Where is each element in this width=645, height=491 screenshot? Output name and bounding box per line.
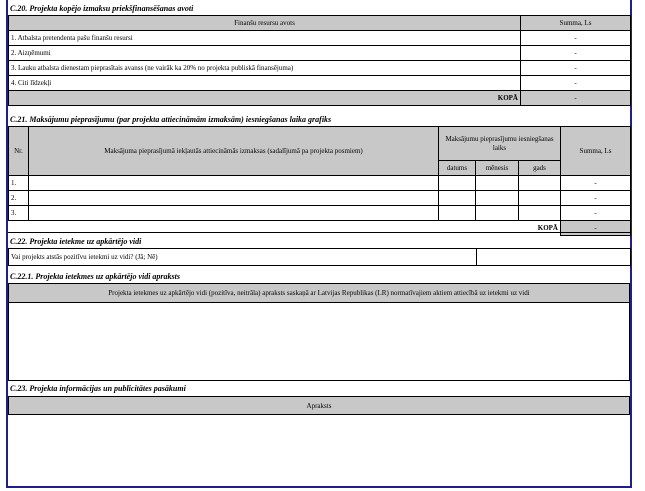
form-frame — [6, 0, 632, 488]
c21-row-desc[interactable] — [29, 191, 439, 206]
section-c221-title: C.22.1. Projekta ietekmes uz apkārtējo vidi apraksts — [10, 272, 180, 281]
c21-row-nr: 1. — [9, 176, 29, 191]
c21-row-day[interactable] — [439, 176, 476, 191]
c21-row-day[interactable] — [439, 206, 476, 221]
c21-total-label: KOPĀ — [9, 221, 561, 236]
c20-row-value[interactable]: - — [521, 61, 631, 76]
c20-row-label: 4. Citi līdzekļi — [9, 76, 521, 91]
c21-col-time: Maksājumu pieprasījumu iesniegšanas laiks — [439, 127, 561, 161]
c23-table — [8, 396, 630, 487]
c23-description-field[interactable] — [9, 415, 630, 488]
c21-col-year: gads — [519, 161, 561, 176]
c20-col-source: Finanšu resursu avots — [9, 16, 521, 31]
c21-row-sum[interactable]: - — [561, 206, 631, 221]
section-c20-title: C.20. Projekta kopējo izmaksu priekšfinansēšanas avoti — [10, 4, 194, 13]
c20-total-label: KOPĀ — [9, 91, 521, 106]
section-c23-title: C.23. Projekta informācijas un publicitātes pasākumi — [10, 384, 186, 393]
c21-total-value: - — [561, 221, 631, 236]
c20-row-label: 2. Aizņēmumi — [9, 46, 521, 61]
c21-row-nr: 2. — [9, 191, 29, 206]
c21-row-year[interactable] — [519, 176, 561, 191]
c21-table — [8, 126, 630, 236]
c21-row-year[interactable] — [519, 206, 561, 221]
c21-row-month[interactable] — [476, 206, 519, 221]
c221-header: Projekta ietekmes uz apkārtējo vidi (pozitīva, neitrāla) apraksts saskaņā ar Latvijas Republikas (LR) normatīvajiem aktiem attiecībā uz ietekmi uz vidi — [9, 284, 630, 303]
c21-row-sum[interactable]: - — [561, 191, 631, 206]
c21-col-nr: Nr. — [9, 127, 29, 176]
c20-col-sum: Summa, Ls — [521, 16, 631, 31]
c21-row-year[interactable] — [519, 191, 561, 206]
section-c22-title: C.22. Projekta ietekme uz apkārtējo vidi — [10, 237, 142, 246]
c22-answer-field[interactable] — [477, 249, 631, 266]
c21-row-nr: 3. — [9, 206, 29, 221]
c20-table — [8, 15, 630, 106]
c20-row-label: 1. Atbalsta pretendenta pašu finanšu resursi — [9, 31, 521, 46]
c221-description-field[interactable] — [9, 303, 630, 381]
c20-row-value[interactable]: - — [521, 46, 631, 61]
c21-col-desc: Maksājuma pieprasījumā iekļautās attiecināmās izmaksas (sadalījumā pa projekta posmiem) — [29, 127, 439, 176]
c20-row-label: 3. Lauku atbalsta dienestam pieprasītais avanss (ne vairāk ka 20% no projekta publiskā finansējuma) — [9, 61, 521, 76]
c221-table — [8, 283, 630, 381]
c21-row-day[interactable] — [439, 191, 476, 206]
c21-row-month[interactable] — [476, 191, 519, 206]
c21-row-sum[interactable]: - — [561, 176, 631, 191]
c22-table — [8, 248, 630, 266]
divider — [8, 232, 630, 233]
c21-col-month: mēnesis — [476, 161, 519, 176]
c20-row-value[interactable]: - — [521, 31, 631, 46]
c20-total-value: - — [521, 91, 631, 106]
c21-col-day: datums — [439, 161, 476, 176]
c21-col-sum: Summa, Ls — [561, 127, 631, 176]
c21-row-desc[interactable] — [29, 206, 439, 221]
c20-row-value[interactable]: - — [521, 76, 631, 91]
section-c21-title: C.21. Maksājumu pieprasījumu (par projekta attiecināmām izmaksām) iesniegšanas laika grafiks — [10, 115, 332, 124]
c21-row-month[interactable] — [476, 176, 519, 191]
c23-header: Apraksts — [9, 397, 630, 415]
c21-row-desc[interactable] — [29, 176, 439, 191]
c22-question: Vai projekts atstās pozitīvu ietekmi uz vidi? (Jā; Nē) — [9, 249, 477, 266]
